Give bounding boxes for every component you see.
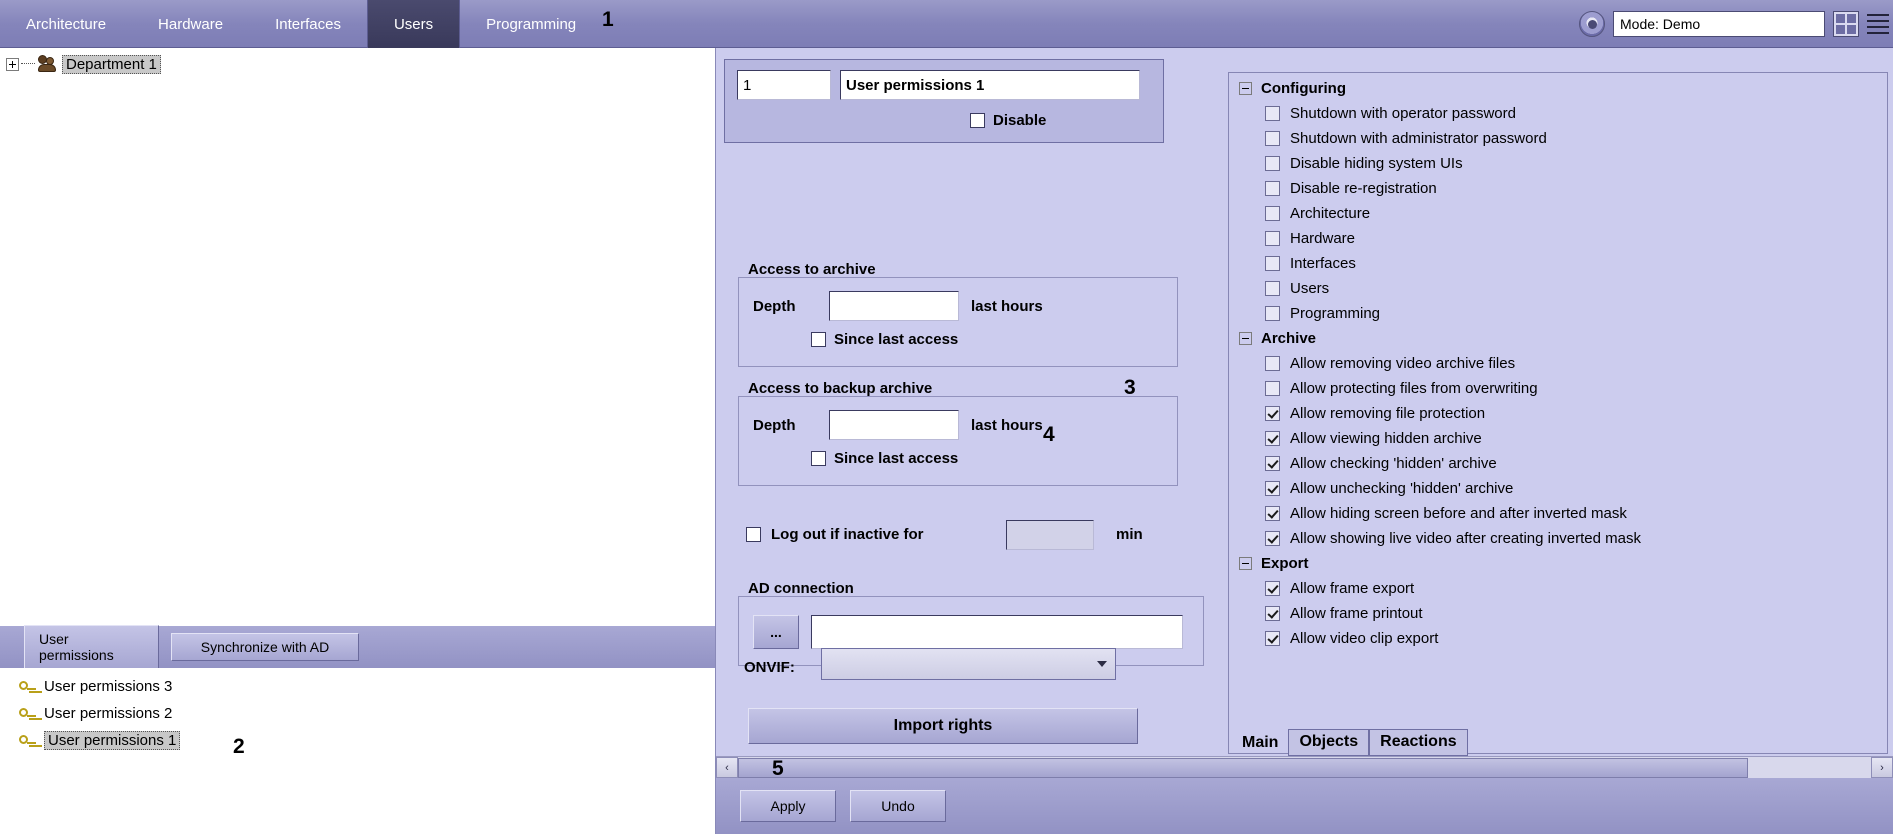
rights-group-configuring[interactable]	[1229, 76, 1887, 101]
tab-main-label: Main	[1242, 734, 1279, 751]
right-item[interactable]	[1229, 101, 1887, 126]
left-panel	[0, 48, 716, 834]
onvif-label: ONVIF:	[744, 659, 795, 676]
right-checkbox[interactable]	[1265, 581, 1280, 596]
collapse-icon[interactable]	[1239, 332, 1252, 345]
right-item-label: Users	[1290, 280, 1330, 297]
right-item[interactable]	[1229, 576, 1887, 601]
import-rights-button[interactable]	[748, 708, 1138, 744]
right-item-label: Allow showing live video after creating inverted mask	[1290, 530, 1641, 547]
access-backup-title: Access to backup archive	[748, 380, 933, 397]
right-checkbox[interactable]	[1265, 256, 1280, 271]
ad-browse-button-label: ...	[770, 624, 782, 640]
tab-hardware-label: Hardware	[158, 15, 224, 33]
scroll-left-arrow-glyph: ‹	[725, 761, 729, 774]
key-icon	[18, 705, 38, 723]
annotation-marker-2: 2	[233, 735, 245, 758]
collapse-icon[interactable]	[1239, 557, 1252, 570]
user-permission-form	[716, 48, 1224, 788]
user-permissions-button[interactable]	[24, 625, 159, 669]
right-item[interactable]	[1229, 526, 1887, 551]
tab-reactions[interactable]	[1369, 729, 1467, 756]
left-button-strip	[0, 626, 715, 668]
right-item[interactable]	[1229, 401, 1887, 426]
apply-button[interactable]	[740, 790, 836, 822]
backup-since-last-access-label: Since last access	[834, 450, 959, 467]
right-item-label: Shutdown with administrator password	[1290, 130, 1547, 147]
right-item-label: Allow checking 'hidden' archive	[1290, 455, 1497, 472]
archive-units-label: last hours	[971, 298, 1043, 315]
scroll-left-arrow[interactable]	[716, 757, 738, 778]
logout-minutes-input[interactable]	[1006, 520, 1094, 550]
right-checkbox[interactable]	[1265, 106, 1280, 121]
synchronize-with-ad-button-label: Synchronize with AD	[200, 639, 330, 655]
right-item-label: Allow viewing hidden archive	[1290, 430, 1482, 447]
horizontal-scrollbar[interactable]	[716, 756, 1893, 778]
expand-icon[interactable]	[6, 58, 19, 71]
tab-users[interactable]	[367, 0, 460, 48]
key-icon	[18, 732, 38, 750]
right-checkbox[interactable]	[1265, 131, 1280, 146]
right-item-label: Hardware	[1290, 230, 1356, 247]
archive-since-last-access-checkbox[interactable]	[811, 332, 826, 347]
archive-depth-input[interactable]	[829, 291, 959, 321]
backup-units-label: last hours	[971, 417, 1043, 434]
logout-inactive-checkbox[interactable]	[746, 527, 761, 542]
top-right-controls	[1579, 0, 1889, 48]
access-archive-group	[738, 277, 1178, 367]
right-item[interactable]	[1229, 501, 1887, 526]
right-item[interactable]	[1229, 126, 1887, 151]
right-item-label: Allow removing video archive files	[1290, 355, 1516, 372]
rights-tree	[1228, 72, 1888, 754]
list-item-label: User permissions 2	[44, 705, 173, 722]
list-item-label-selected: User permissions 1	[44, 731, 180, 750]
permission-name-value: User permissions 1	[846, 76, 985, 94]
rights-group-label: Export	[1261, 555, 1309, 572]
right-checkbox[interactable]	[1265, 606, 1280, 621]
right-checkbox[interactable]	[1265, 431, 1280, 446]
gear-icon[interactable]	[1579, 11, 1605, 37]
right-checkbox[interactable]	[1265, 406, 1280, 421]
key-icon	[18, 678, 38, 696]
import-rights-button-label: Import rights	[893, 717, 993, 734]
logout-inactive-label: Log out if inactive for	[771, 526, 924, 543]
right-checkbox[interactable]	[1265, 281, 1280, 296]
annotation-marker-5: 5	[772, 757, 784, 780]
scrollbar-thumb[interactable]	[738, 758, 1748, 778]
archive-since-last-access-row[interactable]	[811, 331, 958, 348]
right-item-label: Disable re-registration	[1290, 180, 1437, 197]
tab-hardware[interactable]	[132, 0, 249, 48]
mode-value: Mode: Demo	[1620, 16, 1701, 32]
logout-inactive-row[interactable]	[746, 526, 924, 543]
right-item[interactable]	[1229, 426, 1887, 451]
right-item-label: Allow unchecking 'hidden' archive	[1290, 480, 1514, 497]
synchronize-with-ad-button[interactable]	[171, 633, 359, 661]
tab-objects[interactable]	[1288, 729, 1369, 756]
right-item[interactable]	[1229, 301, 1887, 326]
right-checkbox[interactable]	[1265, 381, 1280, 396]
right-checkbox[interactable]	[1265, 156, 1280, 171]
list-item-label: User permissions 3	[44, 678, 173, 695]
backup-depth-label: Depth	[753, 417, 796, 434]
backup-since-last-access-row[interactable]	[811, 450, 958, 467]
form-header	[724, 59, 1164, 143]
right-checkbox[interactable]	[1265, 206, 1280, 221]
archive-since-last-access-label: Since last access	[834, 331, 959, 348]
right-item[interactable]	[1229, 176, 1887, 201]
user-permissions-button-label: User permissions	[39, 631, 114, 663]
right-item-label: Architecture	[1290, 205, 1371, 222]
ad-browse-button[interactable]	[753, 615, 799, 649]
disable-checkbox[interactable]	[970, 113, 985, 128]
rights-group-export[interactable]	[1229, 551, 1887, 576]
menu-icon[interactable]	[1867, 11, 1889, 37]
right-item-label: Allow removing file protection	[1290, 405, 1486, 422]
right-item[interactable]	[1229, 376, 1887, 401]
right-checkbox[interactable]	[1265, 456, 1280, 471]
rights-panel	[1224, 48, 1893, 756]
right-checkbox[interactable]	[1265, 631, 1280, 646]
right-item-label: Programming	[1290, 305, 1381, 322]
access-backup-group	[738, 396, 1178, 486]
list-item[interactable]	[0, 727, 715, 754]
onvif-select[interactable]	[821, 648, 1116, 680]
right-item-label: Allow frame printout	[1290, 605, 1423, 622]
right-item-label: Allow frame export	[1290, 580, 1415, 597]
right-item[interactable]	[1229, 226, 1887, 251]
scroll-right-arrow[interactable]	[1871, 757, 1893, 778]
collapse-icon[interactable]	[1239, 82, 1252, 95]
chevron-down-icon	[1097, 661, 1107, 667]
right-item[interactable]	[1229, 276, 1887, 301]
right-item[interactable]	[1229, 201, 1887, 226]
permission-name-input[interactable]	[840, 70, 1140, 100]
tab-programming[interactable]	[460, 0, 602, 48]
tab-architecture[interactable]	[0, 0, 132, 48]
rights-tab-strip	[1224, 726, 1893, 756]
tab-objects-label: Objects	[1299, 733, 1359, 750]
right-checkbox[interactable]	[1265, 306, 1280, 321]
scroll-right-arrow-glyph: ›	[1880, 761, 1884, 774]
top-navigation-bar	[0, 0, 1893, 48]
annotation-marker-4: 4	[1043, 423, 1055, 446]
right-item[interactable]	[1229, 251, 1887, 276]
access-archive-title: Access to archive	[748, 261, 876, 278]
disable-label: Disable	[993, 112, 1047, 129]
right-item[interactable]	[1229, 626, 1887, 651]
right-item-label: Allow hiding screen before and after inverted mask	[1290, 505, 1627, 522]
undo-button[interactable]	[850, 790, 946, 822]
grid-icon[interactable]	[1833, 11, 1859, 37]
tree-connector	[21, 63, 35, 65]
right-item-label: Allow protecting files from overwriting	[1290, 380, 1538, 397]
bottom-action-bar	[716, 778, 1893, 834]
right-checkbox[interactable]	[1265, 356, 1280, 371]
tab-programming-label: Programming	[486, 15, 577, 33]
right-checkbox[interactable]	[1265, 481, 1280, 496]
right-checkbox[interactable]	[1265, 181, 1280, 196]
tab-users-label: Users	[393, 15, 434, 33]
right-item-label: Shutdown with operator password	[1290, 105, 1516, 122]
right-checkbox[interactable]	[1265, 231, 1280, 246]
right-item-label: Interfaces	[1290, 255, 1356, 272]
tab-reactions-label: Reactions	[1380, 733, 1457, 750]
disable-checkbox-row[interactable]	[970, 112, 1046, 129]
right-checkbox[interactable]	[1265, 531, 1280, 546]
right-item[interactable]	[1229, 476, 1887, 501]
right-item-label: Disable hiding system UIs	[1290, 155, 1463, 172]
department-tree	[0, 48, 715, 626]
undo-button-label: Undo	[881, 798, 915, 814]
rights-group-archive[interactable]	[1229, 326, 1887, 351]
backup-since-last-access-checkbox[interactable]	[811, 451, 826, 466]
rights-group-label: Configuring	[1261, 80, 1346, 97]
right-item[interactable]	[1229, 451, 1887, 476]
list-item[interactable]	[0, 673, 715, 700]
annotation-marker-1: 1	[602, 8, 614, 31]
tab-interfaces-label: Interfaces	[275, 15, 341, 33]
annotation-marker-3: 3	[1124, 376, 1136, 399]
department-icon	[37, 55, 57, 73]
tab-main[interactable]	[1232, 731, 1288, 756]
right-item[interactable]	[1229, 351, 1887, 376]
mode-field[interactable]	[1613, 11, 1825, 37]
right-item[interactable]	[1229, 601, 1887, 626]
ad-connection-title: AD connection	[748, 580, 854, 597]
tree-row[interactable]	[0, 52, 715, 76]
tab-architecture-label: Architecture	[26, 15, 107, 33]
tab-interfaces[interactable]	[249, 0, 367, 48]
main-tab-list	[0, 0, 602, 48]
tree-node-label: Department 1	[62, 55, 161, 74]
permissions-list	[0, 668, 715, 834]
right-item[interactable]	[1229, 151, 1887, 176]
permission-id-value: 1	[743, 76, 752, 94]
backup-depth-input[interactable]	[829, 410, 959, 440]
ad-connection-input[interactable]	[811, 615, 1183, 649]
apply-button-label: Apply	[770, 798, 806, 814]
list-item[interactable]	[0, 700, 715, 727]
right-checkbox[interactable]	[1265, 506, 1280, 521]
right-item-label: Allow video clip export	[1290, 630, 1439, 647]
archive-depth-label: Depth	[753, 298, 796, 315]
logout-minutes-units: min	[1116, 526, 1143, 543]
permission-id-input[interactable]	[737, 70, 831, 100]
rights-group-label: Archive	[1261, 330, 1317, 347]
